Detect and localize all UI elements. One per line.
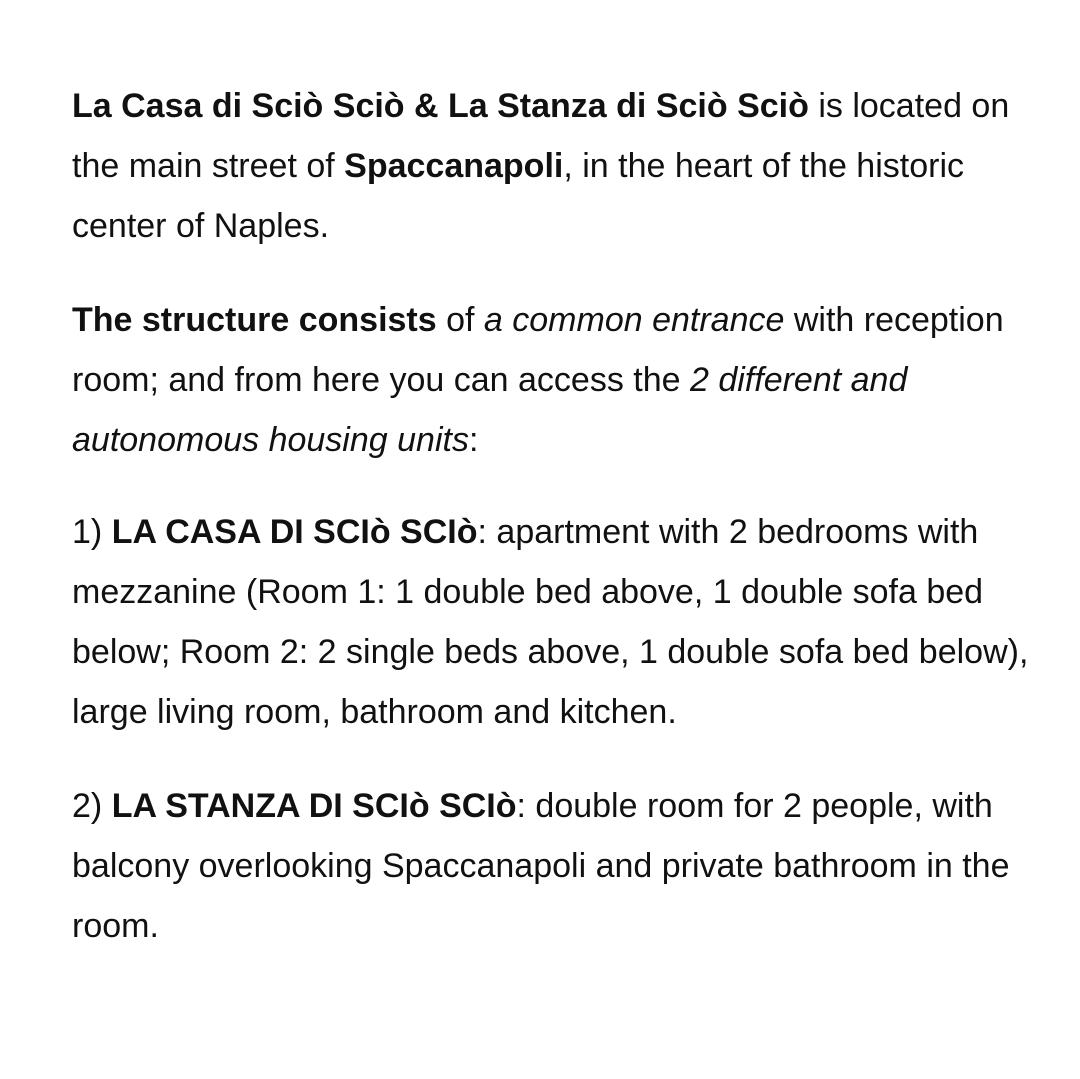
unit-1-name: LA CASA DI SCIò SCIò — [111, 513, 478, 551]
unit-1-number: 1) — [72, 513, 112, 551]
housing-units-text: 2 different and autonomous housing units — [72, 361, 908, 459]
unit-1-description: : apartment with 2 bedrooms with mezzanine (Room 1: 1 double bed above, 1 double sofa bed below; Room 2: 2 single beds above, 1 double sofa bed below), large living room, bathroom and kitchen. — [72, 513, 1029, 731]
unit-2-number: 2) — [72, 787, 112, 825]
intro-text-2: , in the heart of the historic center of Naples. — [72, 147, 965, 245]
property-name: La Casa di Sciò Sciò & La Stanza di Sciò Sciò — [72, 87, 809, 125]
unit-2-description: : double room for 2 people, with balcony overlooking Spaccanapoli and private bathroom in the room. — [72, 787, 1010, 945]
location-name: Spaccanapoli — [344, 147, 564, 185]
structure-lead: The structure consists — [72, 301, 437, 339]
document-body — [72, 76, 1032, 990]
structure-paragraph — [72, 290, 1032, 470]
unit-2-name: LA STANZA DI SCIò SCIò — [111, 787, 517, 825]
common-entrance-text: a common entrance — [483, 301, 785, 339]
structure-text-3: : — [468, 421, 479, 459]
structure-text-2: with reception room; and from here you can access the — [72, 301, 1004, 399]
intro-paragraph — [72, 76, 1032, 256]
unit-1-paragraph — [72, 502, 1032, 742]
unit-2-paragraph — [72, 776, 1032, 956]
structure-text-1: of — [436, 301, 484, 339]
intro-text-1: is located on the main street of — [72, 87, 1010, 185]
